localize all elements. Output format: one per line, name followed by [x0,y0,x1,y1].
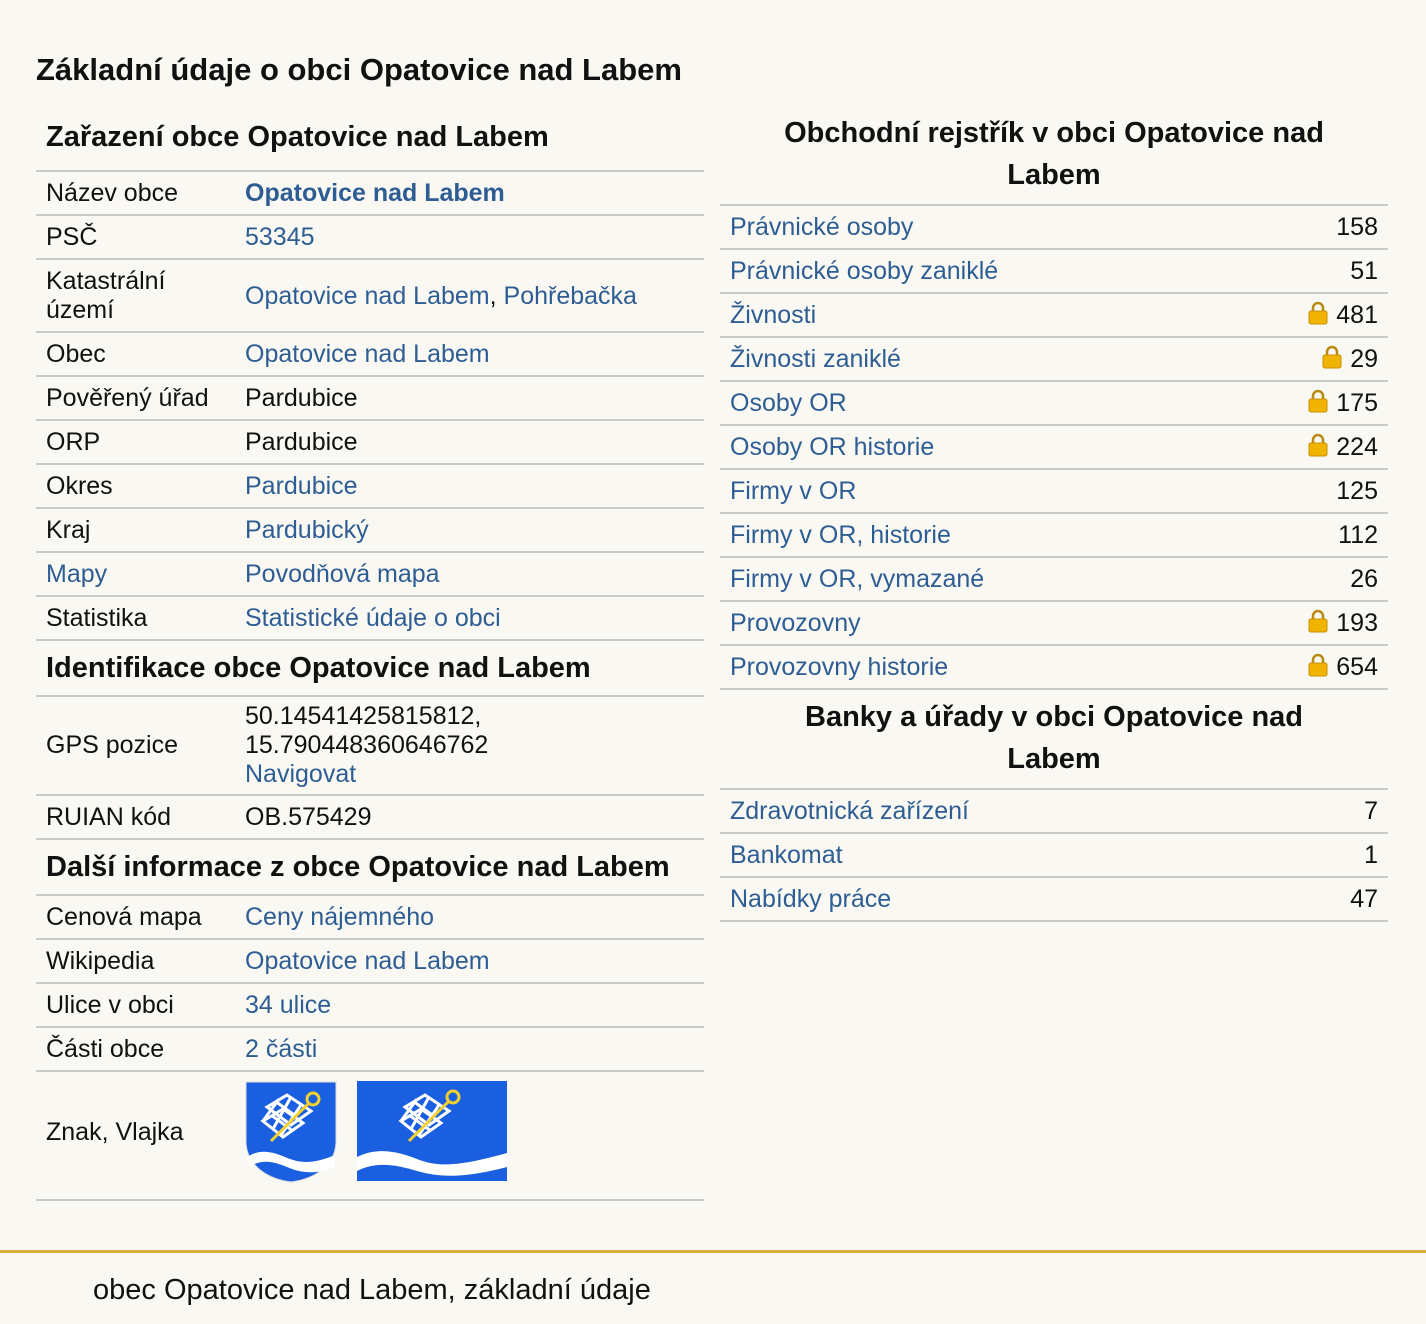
table-row [36,376,704,420]
okres-link[interactable]: Pardubice [245,472,358,500]
row-label: Části obce [36,1027,235,1071]
maps-link[interactable]: Mapy [46,560,108,588]
row-link[interactable]: Nabídky práce [730,885,892,913]
footer-divider [0,1250,1426,1253]
more-info-title: Další informace z obce Opatovice nad Labem [36,840,704,896]
right-column [720,106,1388,922]
classification-title: Zařazení obce Opatovice nad Labem [36,106,704,172]
table-row [36,1071,704,1200]
table-row [720,293,1388,337]
table-row [36,795,704,839]
count-value: 481 [1336,301,1378,329]
count-value: 29 [1350,345,1378,373]
count-value: 158 [1336,213,1378,241]
table-row [720,381,1388,425]
table-row [36,896,704,939]
row-label: PSČ [36,215,235,259]
table-row [36,420,704,464]
row-label: RUIAN kód [36,795,235,839]
count-value: 112 [1338,521,1378,549]
gps-longitude: 15.790448360646762 [245,731,489,759]
wikipedia-link[interactable]: Opatovice nad Labem [245,947,490,975]
emblems [245,1077,694,1187]
count-value: 224 [1336,433,1378,461]
row-link[interactable]: Živnosti [730,301,817,329]
row-link[interactable]: Firmy v OR, vymazané [730,565,985,593]
registry-table [720,206,1388,690]
row-label: Wikipedia [36,939,235,983]
page-title: Základní údaje o obci Opatovice nad Labem [36,52,682,87]
row-link[interactable]: Bankomat [730,841,843,869]
count-value: 51 [1350,257,1378,285]
table-row [720,833,1388,877]
count-value: 125 [1336,477,1378,505]
lock-icon [1322,345,1342,369]
row-label: ORP [36,420,235,464]
table-row [36,939,704,983]
row-link[interactable]: Firmy v OR [730,477,857,505]
count-value: 175 [1336,389,1378,417]
table-row [36,552,704,596]
table-row [36,215,704,259]
lock-icon [1308,653,1328,677]
table-row [36,172,704,215]
table-row [720,790,1388,833]
table-row [36,464,704,508]
separator: , [489,281,504,310]
kraj-link[interactable]: Pardubický [245,516,369,544]
table-row [720,513,1388,557]
coat-of-arms-image [245,1081,337,1183]
table-row [720,601,1388,645]
row-link[interactable]: Živnosti zaniklé [730,345,901,373]
row-link[interactable]: Právnické osoby [730,213,914,241]
count-value: 47 [1350,885,1378,913]
row-value: Pardubice [235,376,704,420]
banks-table [720,790,1388,922]
row-label: GPS pozice [36,697,235,795]
row-link[interactable]: Provozovny historie [730,653,949,681]
table-row [36,1027,704,1071]
more-info-table [36,896,704,1201]
count-value: 7 [1364,797,1378,825]
table-row [36,983,704,1027]
obec-link[interactable]: Opatovice nad Labem [245,340,490,368]
row-label: Katastrální území [36,259,235,332]
table-row [36,332,704,376]
row-link[interactable]: Firmy v OR, historie [730,521,951,549]
row-label: Znak, Vlajka [36,1071,235,1200]
row-label: Okres [36,464,235,508]
row-link[interactable]: Zdravotnická zařízení [730,797,969,825]
row-label: Statistika [36,596,235,640]
rent-prices-link[interactable]: Ceny nájemného [245,903,435,931]
row-label: Kraj [36,508,235,552]
row-label: Cenová mapa [36,896,235,939]
row-label: Obec [36,332,235,376]
table-row [36,259,704,332]
table-row [720,469,1388,513]
registry-title: Obchodní rejstřík v obci Opatovice nad Labem [720,106,1388,206]
flag-image [357,1081,507,1181]
lock-icon [1308,301,1328,325]
row-label: Název obce [36,172,235,215]
banks-title: Banky a úřady v obci Opatovice nad Labem [720,690,1388,790]
identification-table [36,697,704,840]
count-value: 26 [1350,565,1378,593]
table-row [720,206,1388,249]
gps-latitude: 50.14541425815812, [245,702,482,730]
table-row [36,596,704,640]
table-row [36,508,704,552]
footer-text: obec Opatovice nad Labem, základní údaje [93,1274,651,1306]
psc-link[interactable]: 53345 [245,223,315,251]
row-link[interactable]: Osoby OR [730,389,847,417]
row-link[interactable]: Provozovny [730,609,861,637]
count-value: 193 [1336,609,1378,637]
row-link[interactable]: Právnické osoby zaniklé [730,257,999,285]
table-row [720,645,1388,689]
row-value: Pardubice [235,420,704,464]
table-row [720,337,1388,381]
ruian-value: OB.575429 [235,795,704,839]
count-value: 1 [1364,841,1378,869]
row-label: Pověřený úřad [36,376,235,420]
statistics-link[interactable]: Statistické údaje o obci [245,604,501,632]
flood-map-link[interactable]: Povodňová mapa [245,560,440,588]
cadastral-link-1[interactable]: Opatovice nad Labem [245,281,490,310]
parts-link[interactable]: 2 části [245,1035,318,1063]
row-link[interactable]: Osoby OR historie [730,433,935,461]
table-row [36,697,704,795]
classification-table [36,172,704,641]
table-row [720,877,1388,921]
municipality-name-link[interactable]: Opatovice nad Labem [245,179,505,207]
cadastral-link-2[interactable]: Pohřebačka [503,281,637,310]
streets-link[interactable]: 34 ulice [245,991,332,1019]
row-label: Ulice v obci [36,983,235,1027]
left-column [36,106,704,1201]
identification-title: Identifikace obce Opatovice nad Labem [36,641,704,697]
navigate-link[interactable]: Navigovat [245,760,357,788]
lock-icon [1308,389,1328,413]
lock-icon [1308,433,1328,457]
table-row [720,249,1388,293]
table-row [720,425,1388,469]
count-value: 654 [1336,653,1378,681]
table-row [720,557,1388,601]
lock-icon [1308,609,1328,633]
